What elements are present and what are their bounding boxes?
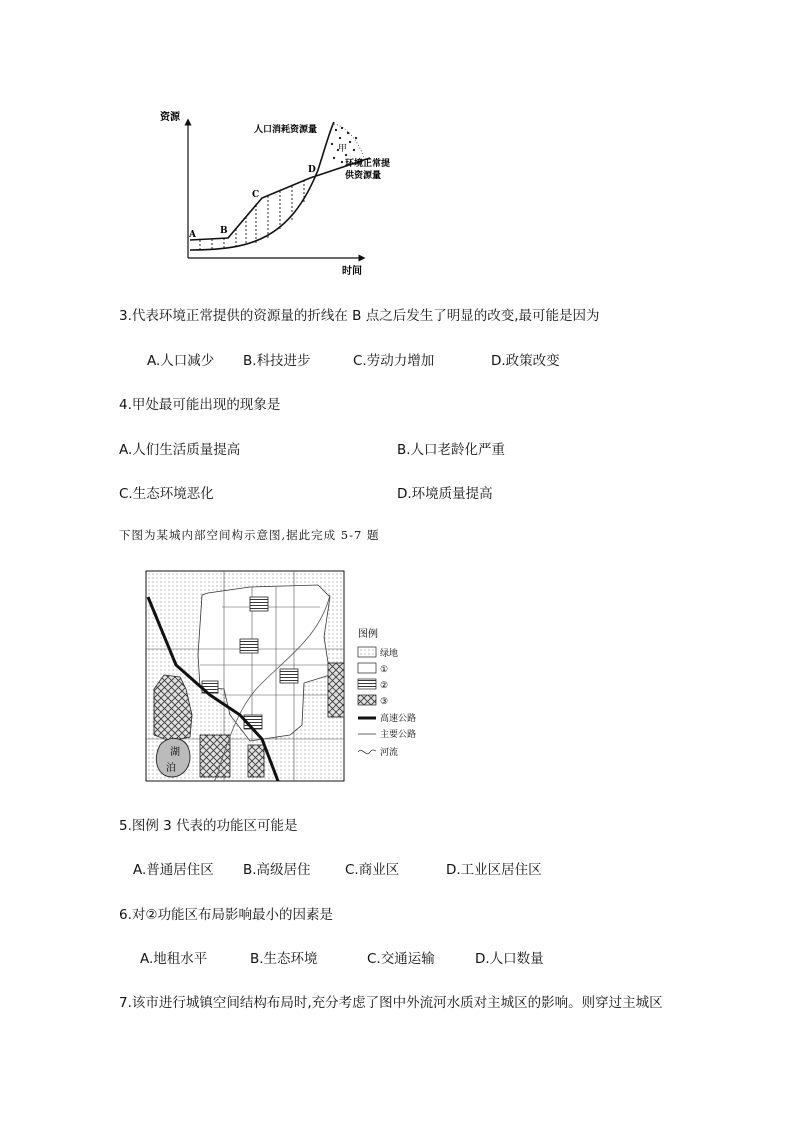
q6-option-b[interactable]: B.生态环境 [250, 951, 318, 967]
legend-main-road: 主要公路 [380, 730, 417, 740]
point-label-a: A [189, 230, 196, 240]
q5-option-c[interactable]: C.商业区 [345, 862, 400, 878]
question-6-stem: 6.对②功能区布局影响最小的因素是 [119, 907, 333, 923]
curve1-label: 人口消耗资源量 [254, 125, 318, 135]
population-consumption-curve [190, 122, 334, 250]
lake-label-1: 湖 [170, 747, 180, 758]
q5-option-d[interactable]: D.工业区居住区 [446, 862, 542, 878]
question-5-stem: 5.图例 3 代表的功能区可能是 [119, 818, 298, 834]
q6-option-d[interactable]: D.人口数量 [475, 951, 544, 967]
point-label-c: C [252, 190, 260, 200]
q3-option-a[interactable]: A.人口减少 [147, 353, 215, 369]
map-legend [358, 627, 416, 758]
city-map [140, 565, 450, 785]
legend-zone-3: ③ [380, 697, 389, 707]
legend-zone-1: ① [380, 665, 389, 675]
curve2-label-line1: 环境正常提 [345, 159, 391, 169]
q6-option-c[interactable]: C.交通运输 [367, 951, 435, 967]
legend-green: 绿地 [380, 649, 399, 659]
region-label-jia: 甲 [338, 144, 348, 154]
curve2-label-line2: 供资源量 [345, 171, 382, 181]
q3-option-c[interactable]: C.劳动力增加 [353, 353, 435, 369]
question-3-stem: 3.代表环境正常提供的资源量的折线在 B 点之后发生了明显的改变,最可能是因为 [119, 308, 600, 324]
legend-highway: 高速公路 [380, 714, 417, 724]
q6-option-a[interactable]: A.地租水平 [140, 951, 208, 967]
q4-option-c[interactable]: C.生态环境恶化 [119, 486, 214, 502]
q3-option-d[interactable]: D.政策改变 [491, 353, 560, 369]
q3-option-b[interactable]: B.科技进步 [243, 353, 311, 369]
question-7-stem: 7.该市进行城镇空间结构布局时,充分考虑了图中外流河水质对主城区的影响。则穿过主城区 [119, 995, 663, 1011]
legend-zone-2: ② [380, 681, 389, 691]
legend-title: 图例 [358, 629, 378, 640]
legend-river: 河流 [380, 748, 399, 758]
q5-option-a[interactable]: A.普通居住区 [133, 862, 214, 878]
lake-label-2: 泊 [166, 763, 176, 774]
y-axis-label: 资源 [160, 112, 180, 123]
question-4-stem: 4.甲处最可能出现的现象是 [119, 397, 281, 413]
x-axis-label: 时间 [342, 266, 362, 277]
section-intro: 下图为某城内部空间构示意图,据此完成 5-7 题 [119, 528, 380, 542]
q4-option-d[interactable]: D.环境质量提高 [397, 486, 493, 502]
q4-option-a[interactable]: A.人们生活质量提高 [119, 442, 241, 458]
q5-option-b[interactable]: B.高级居住 [243, 862, 311, 878]
q4-option-b[interactable]: B.人口老龄化严重 [397, 442, 506, 458]
point-label-b: B [220, 226, 228, 236]
point-label-d: D [308, 165, 316, 175]
resource-chart [150, 100, 410, 280]
